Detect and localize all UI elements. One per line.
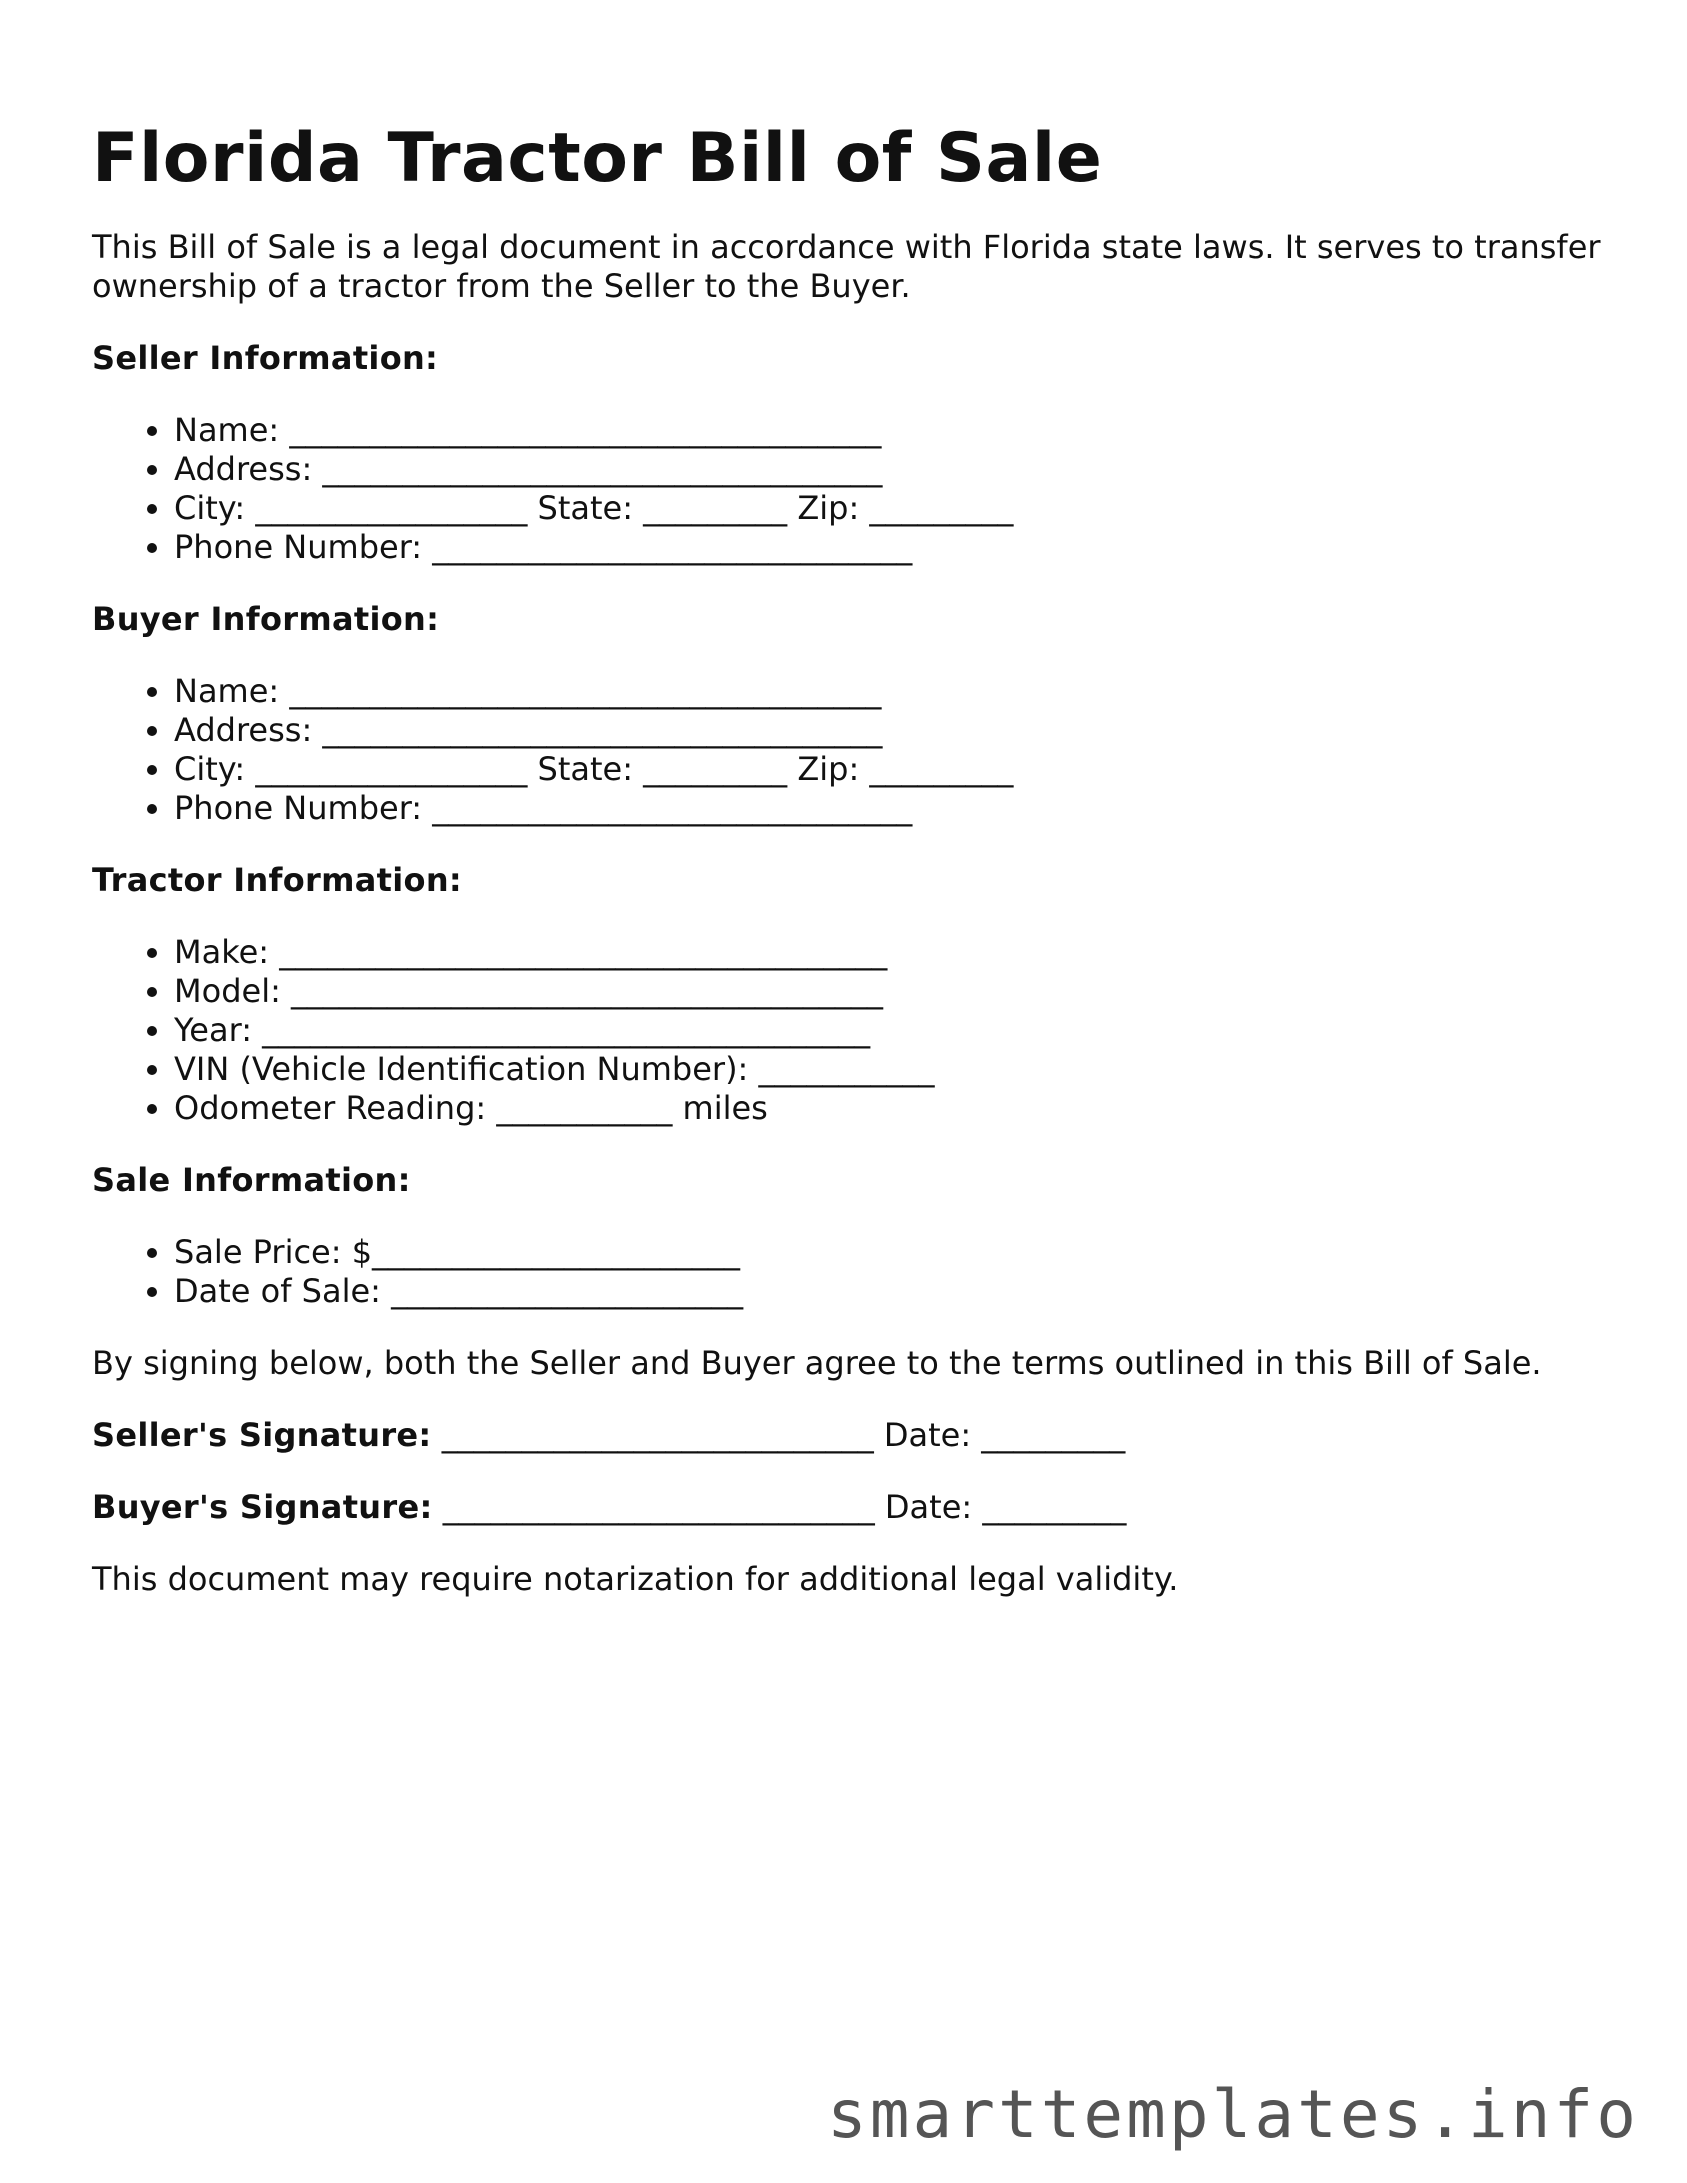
sale-date-field[interactable]: • Date of Sale: ______________________ [174, 1272, 1612, 1311]
seller-name-field[interactable]: • Name: _____________________________________ [174, 411, 1612, 450]
tractor-vin-field[interactable]: • VIN (Vehicle Identification Number): ___________ [174, 1050, 1612, 1089]
seller-field-list [92, 411, 1612, 567]
intro-paragraph: This Bill of Sale is a legal document in accordance with Florida state laws. It serves to transfer ownership of a tractor from the Seller to the Buyer. [92, 228, 1601, 305]
buyer-field-list [92, 672, 1612, 828]
buyer-name-field[interactable]: • Name: _____________________________________ [174, 672, 1612, 711]
buyer-city-state-zip-field[interactable]: • City: _________________ State: _________ Zip: _________ [174, 750, 1612, 789]
tractor-odometer-field[interactable]: • Odometer Reading: ___________ miles [174, 1089, 1612, 1128]
sale-price-field[interactable]: • Sale Price: $_______________________ [174, 1233, 1612, 1272]
tractor-field-list [92, 933, 1612, 1128]
seller-signature-label: Seller's Signature: [92, 1416, 432, 1454]
sale-section-heading: Sale Information: [92, 1161, 411, 1199]
document-page [92, 112, 1612, 1599]
tractor-year-field[interactable]: • Year: ______________________________________ [174, 1011, 1612, 1050]
tractor-make-field[interactable]: • Make: ______________________________________ [174, 933, 1612, 972]
buyer-signature-blank[interactable]: ___________________________ Date: _________ [442, 1488, 1127, 1526]
document-title: Florida Tractor Bill of Sale [92, 119, 1103, 198]
buyer-phone-field[interactable]: • Phone Number: ______________________________ [174, 789, 1612, 828]
buyer-section-heading: Buyer Information: [92, 600, 440, 638]
sale-field-list [92, 1233, 1612, 1311]
seller-section-heading: Seller Information: [92, 339, 439, 377]
buyer-signature-line[interactable] [92, 1488, 1612, 1527]
seller-address-field[interactable]: • Address: ___________________________________ [174, 450, 1612, 489]
buyer-address-field[interactable]: • Address: ___________________________________ [174, 711, 1612, 750]
seller-signature-line[interactable] [92, 1416, 1612, 1455]
agreement-text: By signing below, both the Seller and Buyer agree to the terms outlined in this Bill of Sale. [92, 1344, 1542, 1382]
tractor-section-heading: Tractor Information: [92, 861, 462, 899]
seller-signature-blank[interactable]: ___________________________ Date: _________ [441, 1416, 1126, 1454]
seller-phone-field[interactable]: • Phone Number: ______________________________ [174, 528, 1612, 567]
seller-city-state-zip-field[interactable]: • City: _________________ State: _________ Zip: _________ [174, 489, 1612, 528]
watermark: smarttemplates.info [827, 2076, 1639, 2153]
buyer-signature-label: Buyer's Signature: [92, 1488, 433, 1526]
tractor-model-field[interactable]: • Model: _____________________________________ [174, 972, 1612, 1011]
notarization-note: This document may require notarization for additional legal validity. [92, 1560, 1179, 1598]
